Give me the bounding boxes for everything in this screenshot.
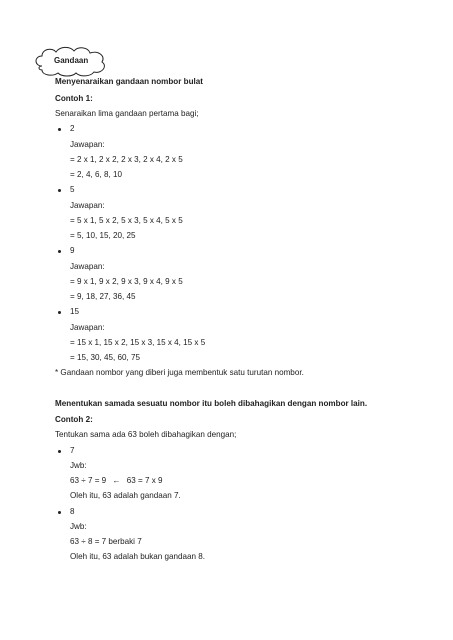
conclusion-text: Oleh itu, 63 adalah bukan gandaan 8. [70,552,206,561]
answer-line: = 5 x 1, 5 x 2, 5 x 3, 5 x 4, 5 x 5 [70,216,183,225]
answer-label: Jawapan: [70,262,105,271]
badge-label: Gandaan [54,56,89,65]
bullet-icon [58,250,61,253]
answer-line: = 9, 18, 27, 36, 45 [70,292,136,301]
answer-line: = 15, 30, 45, 60, 75 [70,353,140,362]
note-text: * Gandaan nombor yang diberi juga membentuk satu turutan nombor. [55,368,304,377]
gandaan-badge [32,44,110,78]
bullet-icon [58,311,61,314]
answer-label: Jwb: [70,522,87,531]
answer-line: = 5, 10, 15, 20, 25 [70,231,136,240]
example1-label: Contoh 1: [55,94,93,103]
bullet-icon [58,450,61,453]
item-number: 9 [70,246,75,255]
item-number: 2 [70,124,75,133]
item-number: 15 [70,307,80,316]
working-line [70,476,163,486]
answer-line: = 9 x 1, 9 x 2, 9 x 3, 9 x 4, 9 x 5 [70,277,183,286]
answer-line: = 2 x 1, 2 x 2, 2 x 3, 2 x 4, 2 x 5 [70,155,183,164]
example2-label: Contoh 2: [55,415,93,424]
bullet-icon [58,128,61,131]
answer-label: Jawapan: [70,323,105,332]
item-number: 5 [70,185,75,194]
answer-label: Jwb: [70,461,87,470]
bullet-icon [58,189,61,192]
example1-question: Senaraikan lima gandaan pertama bagi; [55,109,199,118]
conclusion-text: Oleh itu, 63 adalah gandaan 7. [70,491,181,500]
answer-line: = 2, 4, 6, 8, 10 [70,170,122,179]
item-number: 8 [70,507,75,516]
answer-line: = 15 x 1, 15 x 2, 15 x 3, 15 x 4, 15 x 5 [70,338,206,347]
section1-heading: Menyenaraikan gandaan nombor bulat [55,77,203,86]
working-line: 63 ÷ 8 = 7 berbaki 7 [70,537,142,546]
answer-label: Jawapan: [70,140,105,149]
bullet-icon [58,511,61,514]
working-right: 63 = 7 x 9 [126,476,163,485]
answer-label: Jawapan: [70,201,105,210]
working-left: 63 ÷ 7 = 9 [70,476,107,485]
arrow-left-icon: ← [112,476,121,485]
section2-heading: Menentukan samada sesuatu nombor itu boleh dibahagikan dengan nombor lain. [55,399,368,408]
example2-question: Tentukan sama ada 63 boleh dibahagikan dengan; [55,430,237,439]
item-number: 7 [70,446,75,455]
